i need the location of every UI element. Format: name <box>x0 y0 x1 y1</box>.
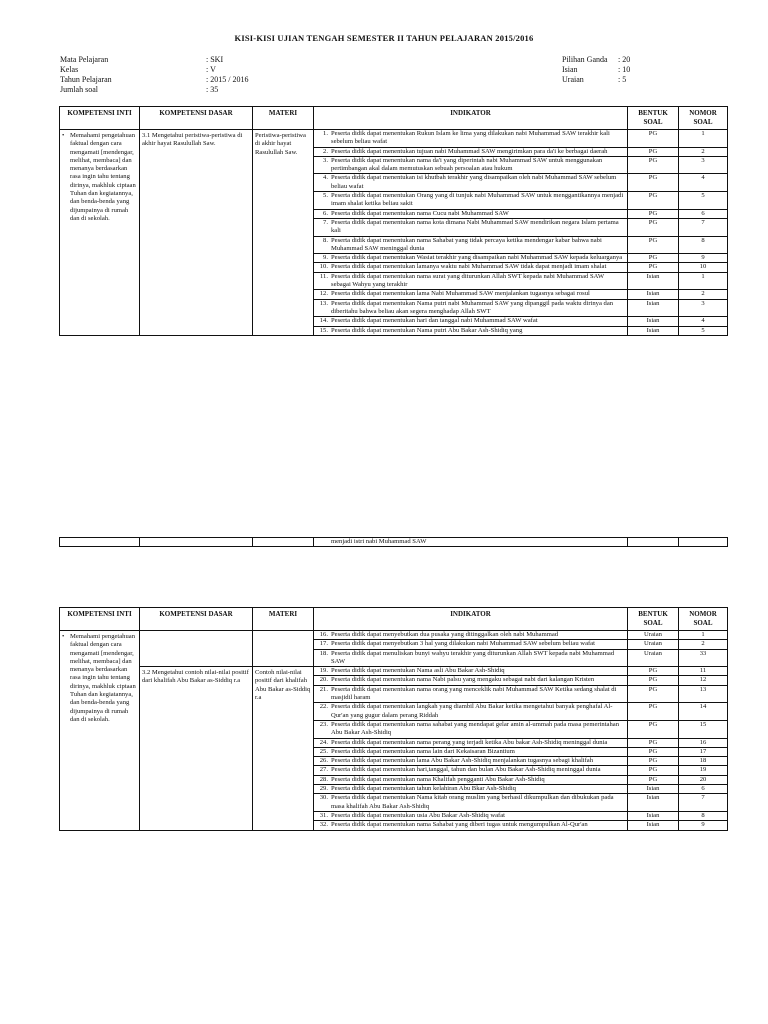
nomor-soal: 1 <box>679 272 728 290</box>
header-materi: MATERI <box>253 107 314 130</box>
indikator-text: Peserta didik dapat menentukan nama kota dimana Nabi Muhammad SAW mendirikan negara Islam pertama kali <box>331 218 619 235</box>
nomor-soal: 13 <box>679 685 728 703</box>
indikator-number: 24. <box>319 738 328 746</box>
kisi-table-page-1 <box>59 106 728 336</box>
indikator-number: 28. <box>319 775 328 783</box>
indikator-text: Peserta didik dapat menentukan nama sahabat yang mendapat gelar amin al-ummah pada masa pemerintahan Abu Bakar Ash-Shidiq <box>331 720 620 737</box>
indikator-number: 11. <box>320 272 328 280</box>
meta-left <box>60 55 248 95</box>
indikator-text: Peserta didik dapat menentukan hari dan tanggal nabi Muhammad SAW wafat <box>331 317 538 325</box>
nomor-soal: 9 <box>679 821 728 830</box>
indikator-cell <box>314 254 628 263</box>
indikator <box>316 650 625 667</box>
indikator-cell <box>314 317 628 326</box>
nomor-soal: 6 <box>679 209 728 218</box>
bentuk-soal: PG <box>628 236 679 254</box>
meta-label: Kelas <box>60 65 79 74</box>
header-materi: MATERI <box>253 608 314 631</box>
bentuk-soal: PG <box>628 757 679 766</box>
indikator <box>316 157 625 174</box>
indikator-number: 2. <box>323 147 328 155</box>
indikator-number: 9. <box>323 254 328 262</box>
bentuk-soal: PG <box>628 775 679 784</box>
nomor-soal: 6 <box>679 785 728 794</box>
header-ki: KOMPETENSI INTI <box>60 608 140 631</box>
nomor-soal: 9 <box>679 254 728 263</box>
indikator-number: 4. <box>323 174 328 182</box>
meta-right <box>562 55 658 85</box>
indikator-text: Peserta didik dapat menentukan langkah yang diambil Abu Bakar ketika mengetahui banyak penghafal Al-Qur'an yang gugur dalam perang Riddah <box>331 703 613 719</box>
nomor-soal: 11 <box>679 667 728 676</box>
bullet-icon: • <box>62 132 65 139</box>
header-kd: KOMPETENSI DASAR <box>140 107 253 130</box>
meta-value: : 2015 / 2016 <box>206 75 249 84</box>
indikator-cell <box>314 676 628 685</box>
indikator-number: 8. <box>323 236 328 244</box>
meta-value: : V <box>206 65 216 74</box>
indikator <box>316 667 625 675</box>
nomor-soal: 8 <box>679 236 728 254</box>
bentuk-soal: PG <box>628 218 679 236</box>
meta-label: Isian <box>562 65 578 74</box>
nomor-soal: 12 <box>679 676 728 685</box>
bentuk-soal: Isian <box>628 811 679 820</box>
bentuk-soal: Isian <box>628 821 679 830</box>
indikator-text: Peserta didik dapat menentukan tujuan nabi Muhammad SAW mengirimkan para da'i ke berbagai daerah <box>331 147 608 155</box>
kompetensi-inti-cell <box>60 631 140 831</box>
indikator-text: Peserta didik dapat menentukan nama lain dari Kekaisaran Bizantium <box>331 747 515 755</box>
kompetensi-dasar-cell <box>140 631 253 667</box>
indikator-text: Peserta didik dapat menentukan lama Abu Bakar Ash-Shidiq menjalankan tugasnya sebagi khalifah <box>331 757 594 765</box>
indikator <box>316 703 625 720</box>
indikator-number: 30. <box>319 794 328 802</box>
materi: Peristiwa-peristiwa di akhir hayat Rasulullah Saw. <box>255 132 306 156</box>
nomor-soal: 15 <box>679 720 728 738</box>
indikator-text: Peserta didik dapat menentukan nama Sahabat yang diberi tugas untuk mengumpulkan Al-Qur'an <box>331 821 588 829</box>
indikator-cell <box>314 685 628 703</box>
nomor-soal: 17 <box>679 747 728 756</box>
indikator-cell <box>314 299 628 317</box>
indikator-cell <box>314 738 628 747</box>
indikator <box>316 174 625 191</box>
indikator-cell <box>314 290 628 299</box>
indikator-text: Peserta didik dapat menentukan Rukun Islam ke lima yang dilakukan nabi Muhammad SAW terakhir kali sebelum beliau wafat <box>331 130 610 146</box>
indikator <box>316 192 625 209</box>
nomor-soal: 2 <box>679 640 728 649</box>
bentuk-soal: Isian <box>628 272 679 290</box>
indikator-text: Peserta didik dapat menyebutkan dua pusaka yang ditinggalkan oleh nabi Muhammad <box>331 631 559 638</box>
indikator-cell <box>314 326 628 335</box>
meta-label: Uraian <box>562 75 584 84</box>
nomor-soal: 16 <box>679 738 728 747</box>
bentuk-soal: Isian <box>628 290 679 299</box>
indikator-cell <box>314 209 628 218</box>
table-header-row <box>60 107 728 130</box>
bentuk-soal: PG <box>628 685 679 703</box>
indikator-text: Peserta didik dapat menentukan tahun kelahiran Abu Bkar Ash-Shidiq <box>331 785 516 793</box>
indikator <box>316 130 625 147</box>
indikator-number: 19. <box>319 667 328 675</box>
indikator-cell <box>314 156 628 174</box>
indikator-number: 15. <box>319 326 328 334</box>
indikator-number: 6. <box>323 209 328 217</box>
meta-row <box>562 75 658 85</box>
indikator-cell <box>314 766 628 775</box>
indikator <box>316 676 625 684</box>
bentuk-soal: Uraian <box>628 631 679 640</box>
indikator-number: 23. <box>319 720 328 728</box>
indikator-text: Peserta didik dapat menentukan Nama kitab orang muslim yang berhasil dikumpulkan dan dibukukan pada masa khalifah Abu Bakar Ash-Shidiq <box>331 794 614 810</box>
indikator-cell <box>314 785 628 794</box>
nomor-soal: 33 <box>679 649 728 667</box>
table-row <box>60 130 728 148</box>
indikator-text: Peserta didik dapat menentukan nama Khalifah pengganti Abu Bakar Ash-Shidiq <box>331 775 545 783</box>
meta-label: Pilihan Ganda <box>562 55 608 64</box>
indikator-text: Peserta didik dapat menentukan nama da'i yang diperintah nabi Muhammad SAW untuk menggunakan pertimbangan akal dalam memutuskan sebuah persoalan atau hukum <box>331 156 603 173</box>
empty-cell <box>253 538 314 547</box>
indikator-text: Peserta didik dapat menentukan nama Nabi palsu yang mengaku sebagai nabi dari kalangan Kristen <box>331 676 595 684</box>
indikator-cell <box>314 263 628 272</box>
indikator <box>316 812 625 820</box>
indikator-continuation <box>314 538 628 547</box>
table-row <box>60 631 728 640</box>
empty-cell <box>140 538 253 547</box>
nomor-soal: 5 <box>679 326 728 335</box>
indikator-cell <box>314 640 628 649</box>
meta-label: Mata Pelajaran <box>60 55 109 64</box>
indikator <box>316 237 625 254</box>
indikator-cell <box>314 775 628 784</box>
indikator-cell <box>314 720 628 738</box>
nomor-soal: 3 <box>679 156 728 174</box>
indikator-cell <box>314 272 628 290</box>
indikator-cell <box>314 192 628 210</box>
indikator-text: Peserta didik dapat menentukan nama orang yang menceklik nabi Muhammad SAW Ketika sedang shalat di masjidil haram <box>331 685 617 702</box>
meta-row <box>60 65 248 75</box>
bentuk-soal: PG <box>628 147 679 156</box>
table-row <box>60 538 728 547</box>
indikator <box>316 821 625 829</box>
indikator <box>316 290 625 298</box>
document-title: KISI-KISI UJIAN TENGAH SEMESTER II TAHUN PELAJARAN 2015/2016 <box>234 33 534 43</box>
indikator-number: 3. <box>323 156 328 164</box>
meta-row <box>562 55 658 65</box>
indikator-text: Peserta didik dapat menentukan Nama putri Abu Bakar Ash-Shidiq yang <box>331 326 523 334</box>
table-row <box>60 667 728 676</box>
indikator-cell <box>314 174 628 192</box>
bentuk-soal: Isian <box>628 299 679 317</box>
indikator-number: 17. <box>319 640 328 648</box>
bentuk-soal: PG <box>628 747 679 756</box>
kisi-table-page-2 <box>59 607 728 831</box>
kompetensi-inti-text: Memahami pengetahuan faktual dengan cara mengamati [mendengar, melihat, membaca] dan menanya berdasarkan rasa ingin tahu tentang dirinya, makhluk ciptaan Tuhan dan kegiatannya, dan benda-benda yang dijumpainya di rumah dan di sekolah. <box>70 633 136 723</box>
indikator-cell <box>314 757 628 766</box>
indikator-number: 7. <box>323 218 328 226</box>
materi-cell <box>253 130 314 336</box>
indikator-number: 31. <box>319 811 328 819</box>
indikator-text: Peserta didik dapat menyebutkan 3 hal yang dilakukan nabi Muhammad SAW sebelum beliau wafat <box>331 640 595 648</box>
materi-cell <box>253 667 314 830</box>
table-header-row <box>60 608 728 631</box>
continuation-text: menjadi istri nabi Muhammad SAW <box>331 538 427 545</box>
indikator-cell <box>314 794 628 812</box>
empty-cell <box>679 538 728 547</box>
kompetensi-inti-text: Memahami pengetahuan faktual dengan cara mengamati [mendengar, melihat, membaca] dan menanya berdasarkan rasa ingin tahu tentang dirinya, makhluk ciptaan Tuhan dan kegiatannya, dan benda-benda yang dijumpainya di rumah dan di sekolah. <box>70 132 136 222</box>
indikator-number: 14. <box>319 317 328 325</box>
indikator <box>316 273 625 290</box>
indikator <box>316 640 625 648</box>
meta-row <box>60 75 248 85</box>
indikator-number: 29. <box>319 785 328 793</box>
indikator-cell <box>314 703 628 721</box>
indikator <box>316 757 625 765</box>
kompetensi-dasar: 3.1 Mengetahui peristiwa-peristiwa di akhir hayat Rasulullah Saw. <box>142 132 243 148</box>
empty-cell <box>628 538 679 547</box>
nomor-soal: 8 <box>679 811 728 820</box>
bentuk-soal: Isian <box>628 794 679 812</box>
meta-value: : 35 <box>206 85 219 94</box>
nomor-soal: 18 <box>679 757 728 766</box>
indikator-text: Peserta didik dapat menentukan lama Nabi Muhammad SAW menjalankan tugasnya sebagai rosul <box>331 290 590 298</box>
indikator-number: 16. <box>319 631 328 638</box>
indikator <box>316 721 625 738</box>
header-nomor: NOMOR SOAL <box>679 107 728 130</box>
indikator-number: 20. <box>319 676 328 684</box>
bentuk-soal: PG <box>628 738 679 747</box>
indikator-number: 32. <box>319 821 328 829</box>
nomor-soal: 1 <box>679 130 728 148</box>
continuation-table <box>59 537 728 547</box>
header-indikator: INDIKATOR <box>314 608 628 631</box>
bentuk-soal: PG <box>628 192 679 210</box>
indikator-cell <box>314 631 628 640</box>
kompetensi-dasar-cell <box>140 130 253 336</box>
indikator-number: 18. <box>319 649 328 657</box>
bentuk-soal: PG <box>628 720 679 738</box>
indikator-text: Peserta didik dapat menentukan nama perang yang terjadi ketika Abu bakar Ash-Shidiq meninggal dunia <box>331 738 608 746</box>
indikator-number: 27. <box>319 766 328 774</box>
indikator-number: 12. <box>319 290 328 298</box>
meta-label: Tahun Pelajaran <box>60 75 112 84</box>
indikator-cell <box>314 130 628 148</box>
indikator <box>316 631 625 639</box>
indikator-cell <box>314 821 628 830</box>
indikator <box>316 148 625 156</box>
indikator <box>316 739 625 747</box>
indikator-cell <box>314 667 628 676</box>
kompetensi-inti-cell <box>60 130 140 336</box>
indikator <box>316 327 625 335</box>
bentuk-soal: Uraian <box>628 649 679 667</box>
nomor-soal: 19 <box>679 766 728 775</box>
meta-row <box>60 55 248 65</box>
bentuk-soal: PG <box>628 263 679 272</box>
bentuk-soal: PG <box>628 254 679 263</box>
nomor-soal: 7 <box>679 794 728 812</box>
meta-row <box>562 65 658 75</box>
indikator <box>316 785 625 793</box>
bentuk-soal: PG <box>628 130 679 148</box>
indikator-number: 1. <box>323 130 328 137</box>
nomor-soal: 20 <box>679 775 728 784</box>
indikator-text: Peserta didik dapat menentukan hari,tanggal, tahun dan bulan Abu Bakar Ash-Shidiq meninggal dunia <box>331 766 601 774</box>
nomor-soal: 2 <box>679 147 728 156</box>
indikator-number: 21. <box>319 685 328 693</box>
nomor-soal: 4 <box>679 317 728 326</box>
nomor-soal: 1 <box>679 631 728 640</box>
indikator-number: 5. <box>323 192 328 200</box>
bentuk-soal: PG <box>628 703 679 721</box>
nomor-soal: 7 <box>679 218 728 236</box>
bentuk-soal: PG <box>628 667 679 676</box>
indikator-cell <box>314 649 628 667</box>
indikator-number: 22. <box>319 703 328 711</box>
header-nomor: NOMOR SOAL <box>679 608 728 631</box>
indikator-text: Peserta didik dapat menentukan Wasiat terakhir yang disampaikan nabi Muhammad SAW kepada keluarganya <box>331 254 623 262</box>
header-bentuk: BENTUK SOAL <box>628 608 679 631</box>
materi-cell <box>253 631 314 667</box>
indikator-number: 13. <box>319 299 328 307</box>
nomor-soal: 10 <box>679 263 728 272</box>
indikator <box>316 794 625 811</box>
kompetensi-inti <box>62 631 137 724</box>
indikator <box>316 210 625 218</box>
nomor-soal: 3 <box>679 299 728 317</box>
header-ki: KOMPETENSI INTI <box>60 107 140 130</box>
empty-cell <box>60 538 140 547</box>
indikator-cell <box>314 236 628 254</box>
bentuk-soal: PG <box>628 174 679 192</box>
indikator-text: Peserta didik dapat menentukan Nama putri nabi Muhammad SAW yang dipanggil pada waktu dirinya dan diberitahu bahwa beliau akan segera menghadap Allah SWT <box>331 299 614 315</box>
indikator-text: Peserta didik dapat menentukan lamanya waktu nabi Muhammad SAW tidak dapat menjadi imam shalat <box>331 263 607 271</box>
bentuk-soal: PG <box>628 676 679 685</box>
indikator-number: 10. <box>319 263 328 271</box>
indikator-text: Peserta didik dapat menentukan usia Abu Bakar Ash-Shidiq wafat <box>331 811 505 819</box>
kompetensi-dasar-cell <box>140 667 253 830</box>
indikator <box>316 263 625 271</box>
indikator-number: 26. <box>319 757 328 765</box>
header-indikator: INDIKATOR <box>314 107 628 130</box>
meta-value: : 20 <box>618 55 631 64</box>
nomor-soal: 14 <box>679 703 728 721</box>
indikator <box>316 686 625 703</box>
header-kd: KOMPETENSI DASAR <box>140 608 253 631</box>
indikator <box>316 748 625 756</box>
bentuk-soal: PG <box>628 156 679 174</box>
indikator <box>316 766 625 774</box>
meta-value: : SKI <box>206 55 224 64</box>
indikator <box>316 317 625 325</box>
bentuk-soal: PG <box>628 766 679 775</box>
indikator-text: Peserta didik dapat menentukan Nama asli Abu Bakar Ash-Shidiq <box>331 667 505 675</box>
indikator-cell <box>314 811 628 820</box>
bentuk-soal: Uraian <box>628 640 679 649</box>
bentuk-soal: Isian <box>628 317 679 326</box>
nomor-soal: 4 <box>679 174 728 192</box>
meta-value: : 5 <box>618 75 627 84</box>
kompetensi-inti <box>62 130 137 223</box>
meta-label: Jumlah soal <box>60 85 98 94</box>
indikator <box>316 219 625 236</box>
indikator <box>316 300 625 317</box>
meta-row <box>60 85 248 95</box>
indikator-cell <box>314 147 628 156</box>
bentuk-soal: PG <box>628 209 679 218</box>
nomor-soal: 2 <box>679 290 728 299</box>
nomor-soal: 5 <box>679 192 728 210</box>
indikator-text: Peserta didik dapat menuliskan bunyi wahyu terakhir yang diturunkan Allah SWT kepada nabi Muhammad SAW <box>331 649 615 665</box>
materi: Contoh nilai-nilai positif dari khalifah Abu Bakar as-Siddiq r.a <box>255 669 311 702</box>
bullet-icon: • <box>62 633 65 640</box>
meta-value: : 10 <box>618 65 631 74</box>
header-bentuk: BENTUK SOAL <box>628 107 679 130</box>
bentuk-soal: Isian <box>628 785 679 794</box>
indikator-cell <box>314 218 628 236</box>
indikator-text: Peserta didik dapat menentukan nama Cucu nabi Muhammad SAW <box>331 209 509 217</box>
indikator-text: Peserta didik dapat menentukan isi khutbah terakhir yang disampaikan oleh nabi Muhammad SAW sebelum beliau wafat <box>331 174 617 190</box>
indikator <box>316 254 625 262</box>
indikator-text: Peserta didik dapat menentukan Orang yang di tunjuk nabi Muhammad SAW untuk menggantikannya menjadi imam shalat ketika beliau sakit <box>331 192 624 208</box>
indikator-cell <box>314 747 628 756</box>
bentuk-soal: Isian <box>628 326 679 335</box>
kompetensi-dasar: 3.2 Mengetahui contoh nilai-nilai positif dari khalifah Abu Bakar as-Siddiq r.a <box>142 669 249 685</box>
indikator-text: Peserta didik dapat menentukan nama Sahabat yang tidak percaya ketika mendengar kabar bahwa nabi Muhammad SAW meninggal dunia <box>331 236 602 252</box>
indikator-text: Peserta didik dapat menentukan nama surat yang diturunkan Allah SWT kepada nabi Muhammad SAW sebagai Wahyu yang terakhir <box>331 272 604 289</box>
indikator <box>316 776 625 784</box>
indikator-number: 25. <box>319 747 328 755</box>
